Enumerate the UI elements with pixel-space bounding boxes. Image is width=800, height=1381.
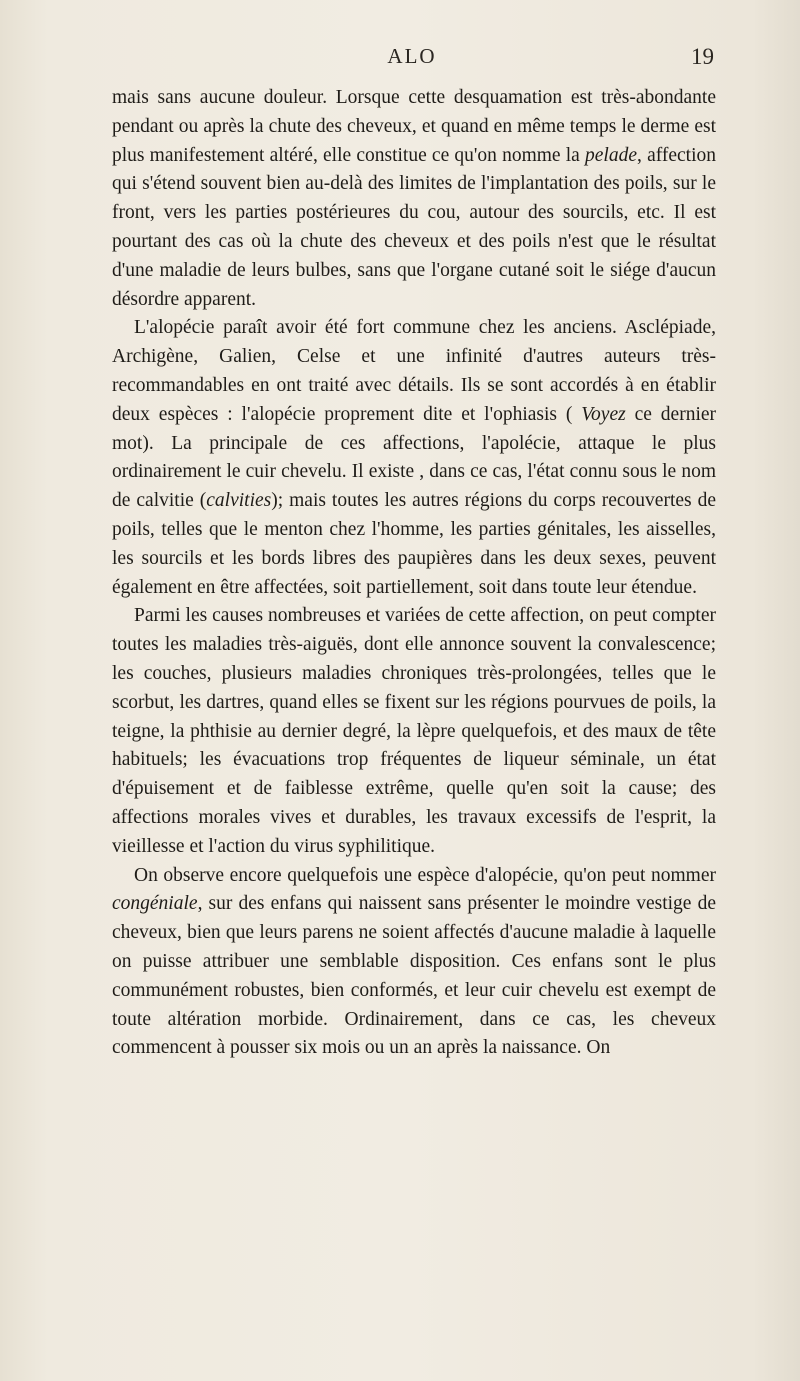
text-run: Parmi les causes nombreuses et variées de cette affection, on peut compter toutes les maladies très-aiguës, dont elle annonce souvent la convalescence; les couches, plusieurs maladies chroniques très-prolongées, telles que le scorbut, les dartres, quand elles se fixent sur les régions pourvues de poils, la teigne, la phthisie au dernier degré, la lèpre quelquefois, et des maux de tête habituels; les évacuations trop fréquentes de liqueur séminale, un état d'épuisement et de faiblesse extrême, quelle qu'en soit la cause; des affections morales vives et durables, les travaux excessifs de l'esprit, la vieillesse et l'action du virus syphilitique.: [112, 605, 716, 857]
italic-term: congéniale: [112, 893, 198, 915]
text-run: , sur des enfans qui naissent sans présenter le moindre vestige de cheveux, bien que leurs parens ne soient affectés d'aucune maladie à laquelle on puisse attribuer une semblable disposition. Ces enfans sont le plus communément robustes, bien conformés, et leur cuir chevelu est exempt de toute altération morbide. Ordinairement, dans ce cas, les cheveux commencent à pousser six mois ou un an après la naissance. On: [112, 893, 716, 1059]
running-head: ALO: [387, 44, 437, 68]
paragraph: [112, 862, 716, 1064]
text-run: ); mais toutes les autres régions du corps recouvertes de poils, telles que le menton chez l'homme, les parties génitales, les aisselles, les sourcils et les bords libres des paupières dans les deux sexes, peuvent également en être affectées, soit partiellement, soit dans toute leur étendue.: [112, 490, 716, 598]
paragraph: [112, 84, 716, 314]
page-number: 19: [691, 44, 714, 69]
text-run: On observe encore quelquefois une espèce d'alopécie, qu'on peut nommer: [134, 864, 716, 886]
paragraph: [112, 314, 716, 602]
text-run: ce dernier mot). La principale de ces affections, l'apolécie, attaque le plus ordinairement le cuir chevelu. Il existe , dans ce cas, l'état connu sous le nom de calvitie (: [112, 403, 717, 512]
italic-term: Voyez: [581, 403, 626, 425]
italic-term: calvities: [206, 490, 272, 512]
text-run: L'alopécie paraît avoir été fort commune chez les anciens. Asclépiade, Archigène, Galien, Celse et une infinité d'autres auteurs très-recommandables en ont traité avec détails. Ils se sont accordés à en établir deux espèces : l'alopécie proprement dite et l'ophiasis (: [112, 317, 716, 425]
text-run: , affection qui s'étend souvent bien au-delà des limites de l'implantation des poils, sur le front, vers les parties postérieures du cou, autour des sourcils, etc. Il est pourtant des cas où la chute des cheveux et des poils n'est que le résultat d'une maladie de leurs bulbes, sans que l'organe cutané soit le siége d'aucun désordre apparent.: [112, 144, 717, 310]
paragraph: [112, 602, 716, 861]
text-run: mais sans aucune douleur. Lorsque cette desquamation est très-abondante pendant ou après la chute des cheveux, et quand en même temps le derme est plus manifestement altéré, elle constitue ce qu'on nomme la: [112, 87, 716, 166]
italic-term: pelade: [585, 144, 638, 166]
body-text: [112, 84, 716, 1063]
page-header: [110, 44, 714, 76]
